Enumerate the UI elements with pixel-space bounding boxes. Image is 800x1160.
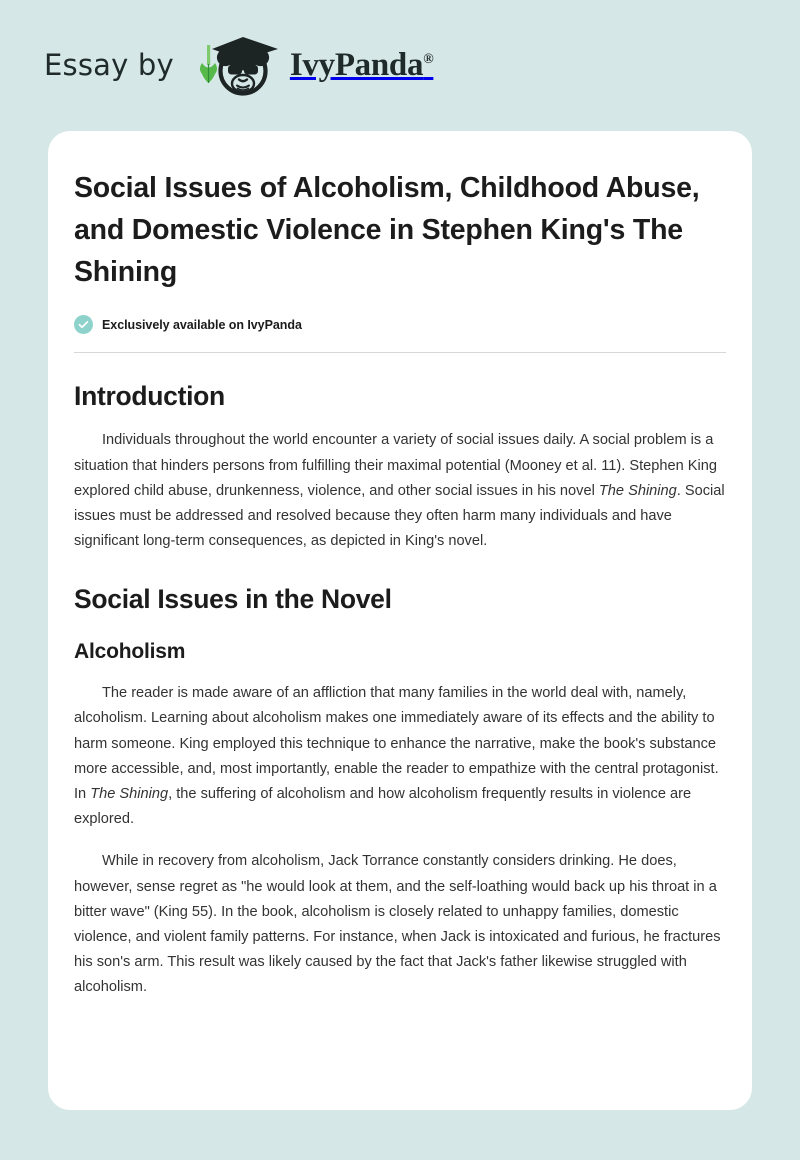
essay-content bbox=[74, 167, 726, 1001]
wordmark-text: IvyPanda bbox=[289, 47, 424, 83]
paragraph bbox=[74, 428, 726, 554]
essay-by-label: Essay by bbox=[44, 48, 174, 82]
section-heading-alcoholism: Alcoholism bbox=[74, 639, 186, 663]
essay-card bbox=[48, 131, 752, 1110]
brand-header bbox=[0, 0, 800, 131]
ivypanda-logo-link[interactable] bbox=[190, 33, 433, 99]
book-title-italic: The Shining bbox=[598, 482, 677, 499]
paragraph-text: . Social issues must be addressed and resolved because they often harm many individuals and have significant long-term consequences, as depicted in King's novel. bbox=[74, 482, 725, 550]
paragraph-text: Individuals throughout the world encounter a variety of social issues daily. A social problem is a situation that hinders persons from fulfilling their maximal potential (Mooney et al. 11). Stephen King explored child abuse, drunkenness, violence, and other social issues in his novel bbox=[74, 432, 718, 499]
ivypanda-wordmark bbox=[290, 49, 433, 82]
paragraph bbox=[74, 849, 726, 1000]
exclusivity-label: Exclusively available on IvyPanda bbox=[102, 317, 302, 332]
exclusivity-badge bbox=[74, 315, 726, 334]
paragraph bbox=[74, 681, 726, 832]
book-title-italic: The Shining bbox=[90, 785, 169, 802]
title-divider bbox=[74, 352, 726, 353]
paragraph-text: While in recovery from alcoholism, Jack Torrance constantly considers drinking. He does, however, sense regret as "he would look at them, and the self-loathing would back up his throat in a bitter wave" (King 55). In the book, alcoholism is closely related to unhappy families, domestic violence, and violent family patterns. For instance, when Jack is intoxicated and furious, he fractures his son's arm. This result was likely caused by the fact that Jack's father likewise struggled with alcoholism. bbox=[74, 853, 721, 996]
section-heading-social-issues-in-the-novel: Social Issues in the Novel bbox=[74, 584, 392, 615]
check-circle-icon bbox=[74, 315, 93, 334]
paragraph-text: The reader is made aware of an affliction that many families in the world deal with, namely, alcoholism. Learning about alcoholism makes one immediately aware of its effects and the ability to harm someone. King employed this technique to enhance the narrative, make the book's substance more accessible, and, most importantly, enable the reader to empathize with the central protagonist. In bbox=[74, 685, 719, 802]
registered-trademark-mark: ® bbox=[423, 52, 434, 67]
page-title: Social Issues of Alcoholism, Childhood Abuse, and Domestic Violence in Stephen King's The Shining bbox=[74, 172, 700, 288]
section-heading-introduction: Introduction bbox=[74, 381, 225, 411]
paragraph-text: , the suffering of alcoholism and how alcoholism frequently results in violence are explored. bbox=[74, 785, 692, 828]
panda-graduation-cap-logo bbox=[190, 33, 286, 99]
